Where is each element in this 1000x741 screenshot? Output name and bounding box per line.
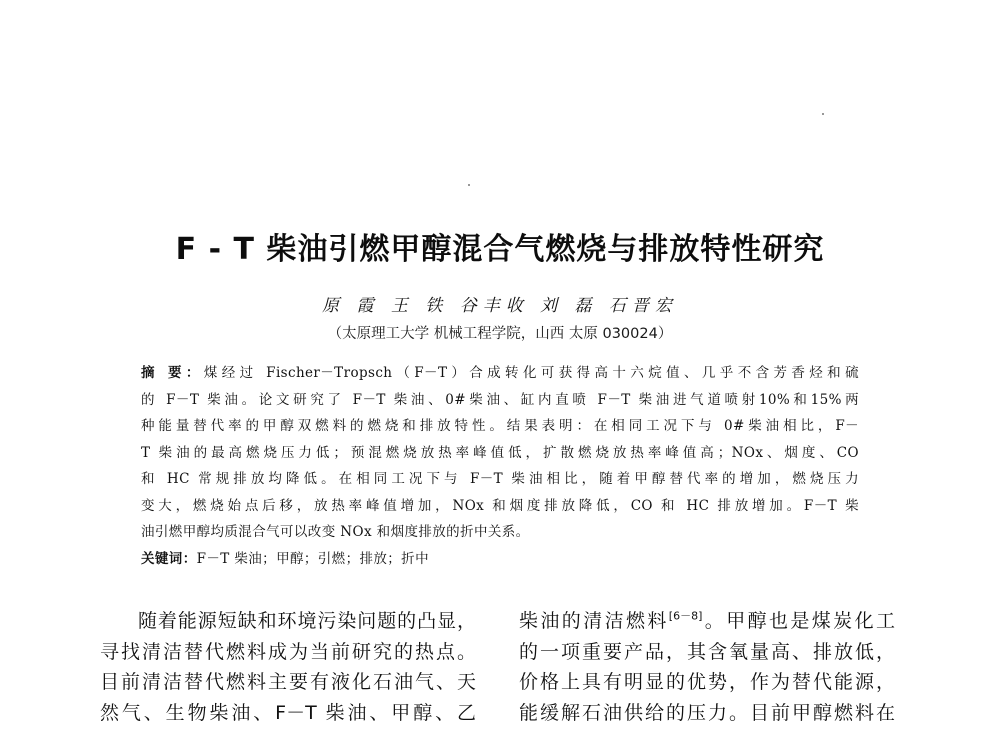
body-text: 柴油的清洁燃料 [519,610,669,632]
body-column-right [519,606,895,728]
abstract-line [141,360,859,387]
abstract-line: 的 F－T 柴油。论文研究了 F－T 柴油、0#柴油、缸内直喷 F－T 柴油进气道喷射10%和15%两 [141,391,859,408]
body-line: 然气、生物柴油、F－T 柴油、甲醇、乙 [100,701,476,724]
abstract-line: 变大，燃烧始点后移，放热率峰值增加，NOx 和烟度排放降低，CO 和 HC 排放增加。F－T 柴 [141,497,859,514]
body-column-left [100,606,476,728]
keywords-text: F－T 柴油；甲醇；引燃；排放；折中 [196,550,429,567]
scan-speck [468,184,470,186]
paper-title: F - T 柴油引燃甲醇混合气燃烧与排放特性研究 [175,232,825,267]
abstract-line: 和 HC 常规排放均降低。在相同工况下与 F－T 柴油相比，随着甲醇替代率的增加，燃烧压力 [141,471,859,487]
body-line: 价格上具有明显的优势，作为替代能源， [519,671,895,693]
keywords-line [141,546,859,573]
body-line [519,606,895,637]
body-line: 能缓解石油供给的压力。目前甲醇燃料在 [519,701,895,724]
keywords-label: 关键词： [141,550,197,567]
abstract-line: 种能量替代率的甲醇双燃料的燃烧和排放特性。结果表明：在相同工况下与 0#柴油相比，F－ [141,418,859,434]
scan-speck [822,113,824,115]
body-line: 的一项重要产品，其含氧量高、排放低， [519,640,895,663]
body-line: 寻找清洁替代燃料成为当前研究的热点。 [100,640,476,663]
citation-ref[interactable]: [6－8] [668,609,703,623]
abstract-line: T 柴油的最高燃烧压力低；预混燃烧放热率峰值低，扩散燃烧放热率峰值高；NOx、烟度、CO [141,444,859,461]
body-line: 随着能源短缺和环境污染问题的凸显， [138,610,476,632]
abstract-text: 煤经过 Fischer－Tropsch（F－T）合成转化可获得高十六烷值、几乎不含芳香烃和硫 [203,365,859,381]
body-text: 。甲醇也是煤炭化工 [702,610,895,632]
abstract-line: 油引燃甲醇均质混合气可以改变 NOx 和烟度排放的折中关系。 [141,524,530,540]
abstract-block [141,360,859,572]
abstract-label: 摘 要： [141,365,204,381]
author-affiliation: （太原理工大学 机械工程学院，山西 太原 030024） [327,326,673,342]
author-list: 原 霞 王 铁 谷丰收 刘 磊 石晋宏 [322,296,678,316]
body-line: 目前清洁替代燃料主要有液化石油气、天 [100,671,476,693]
